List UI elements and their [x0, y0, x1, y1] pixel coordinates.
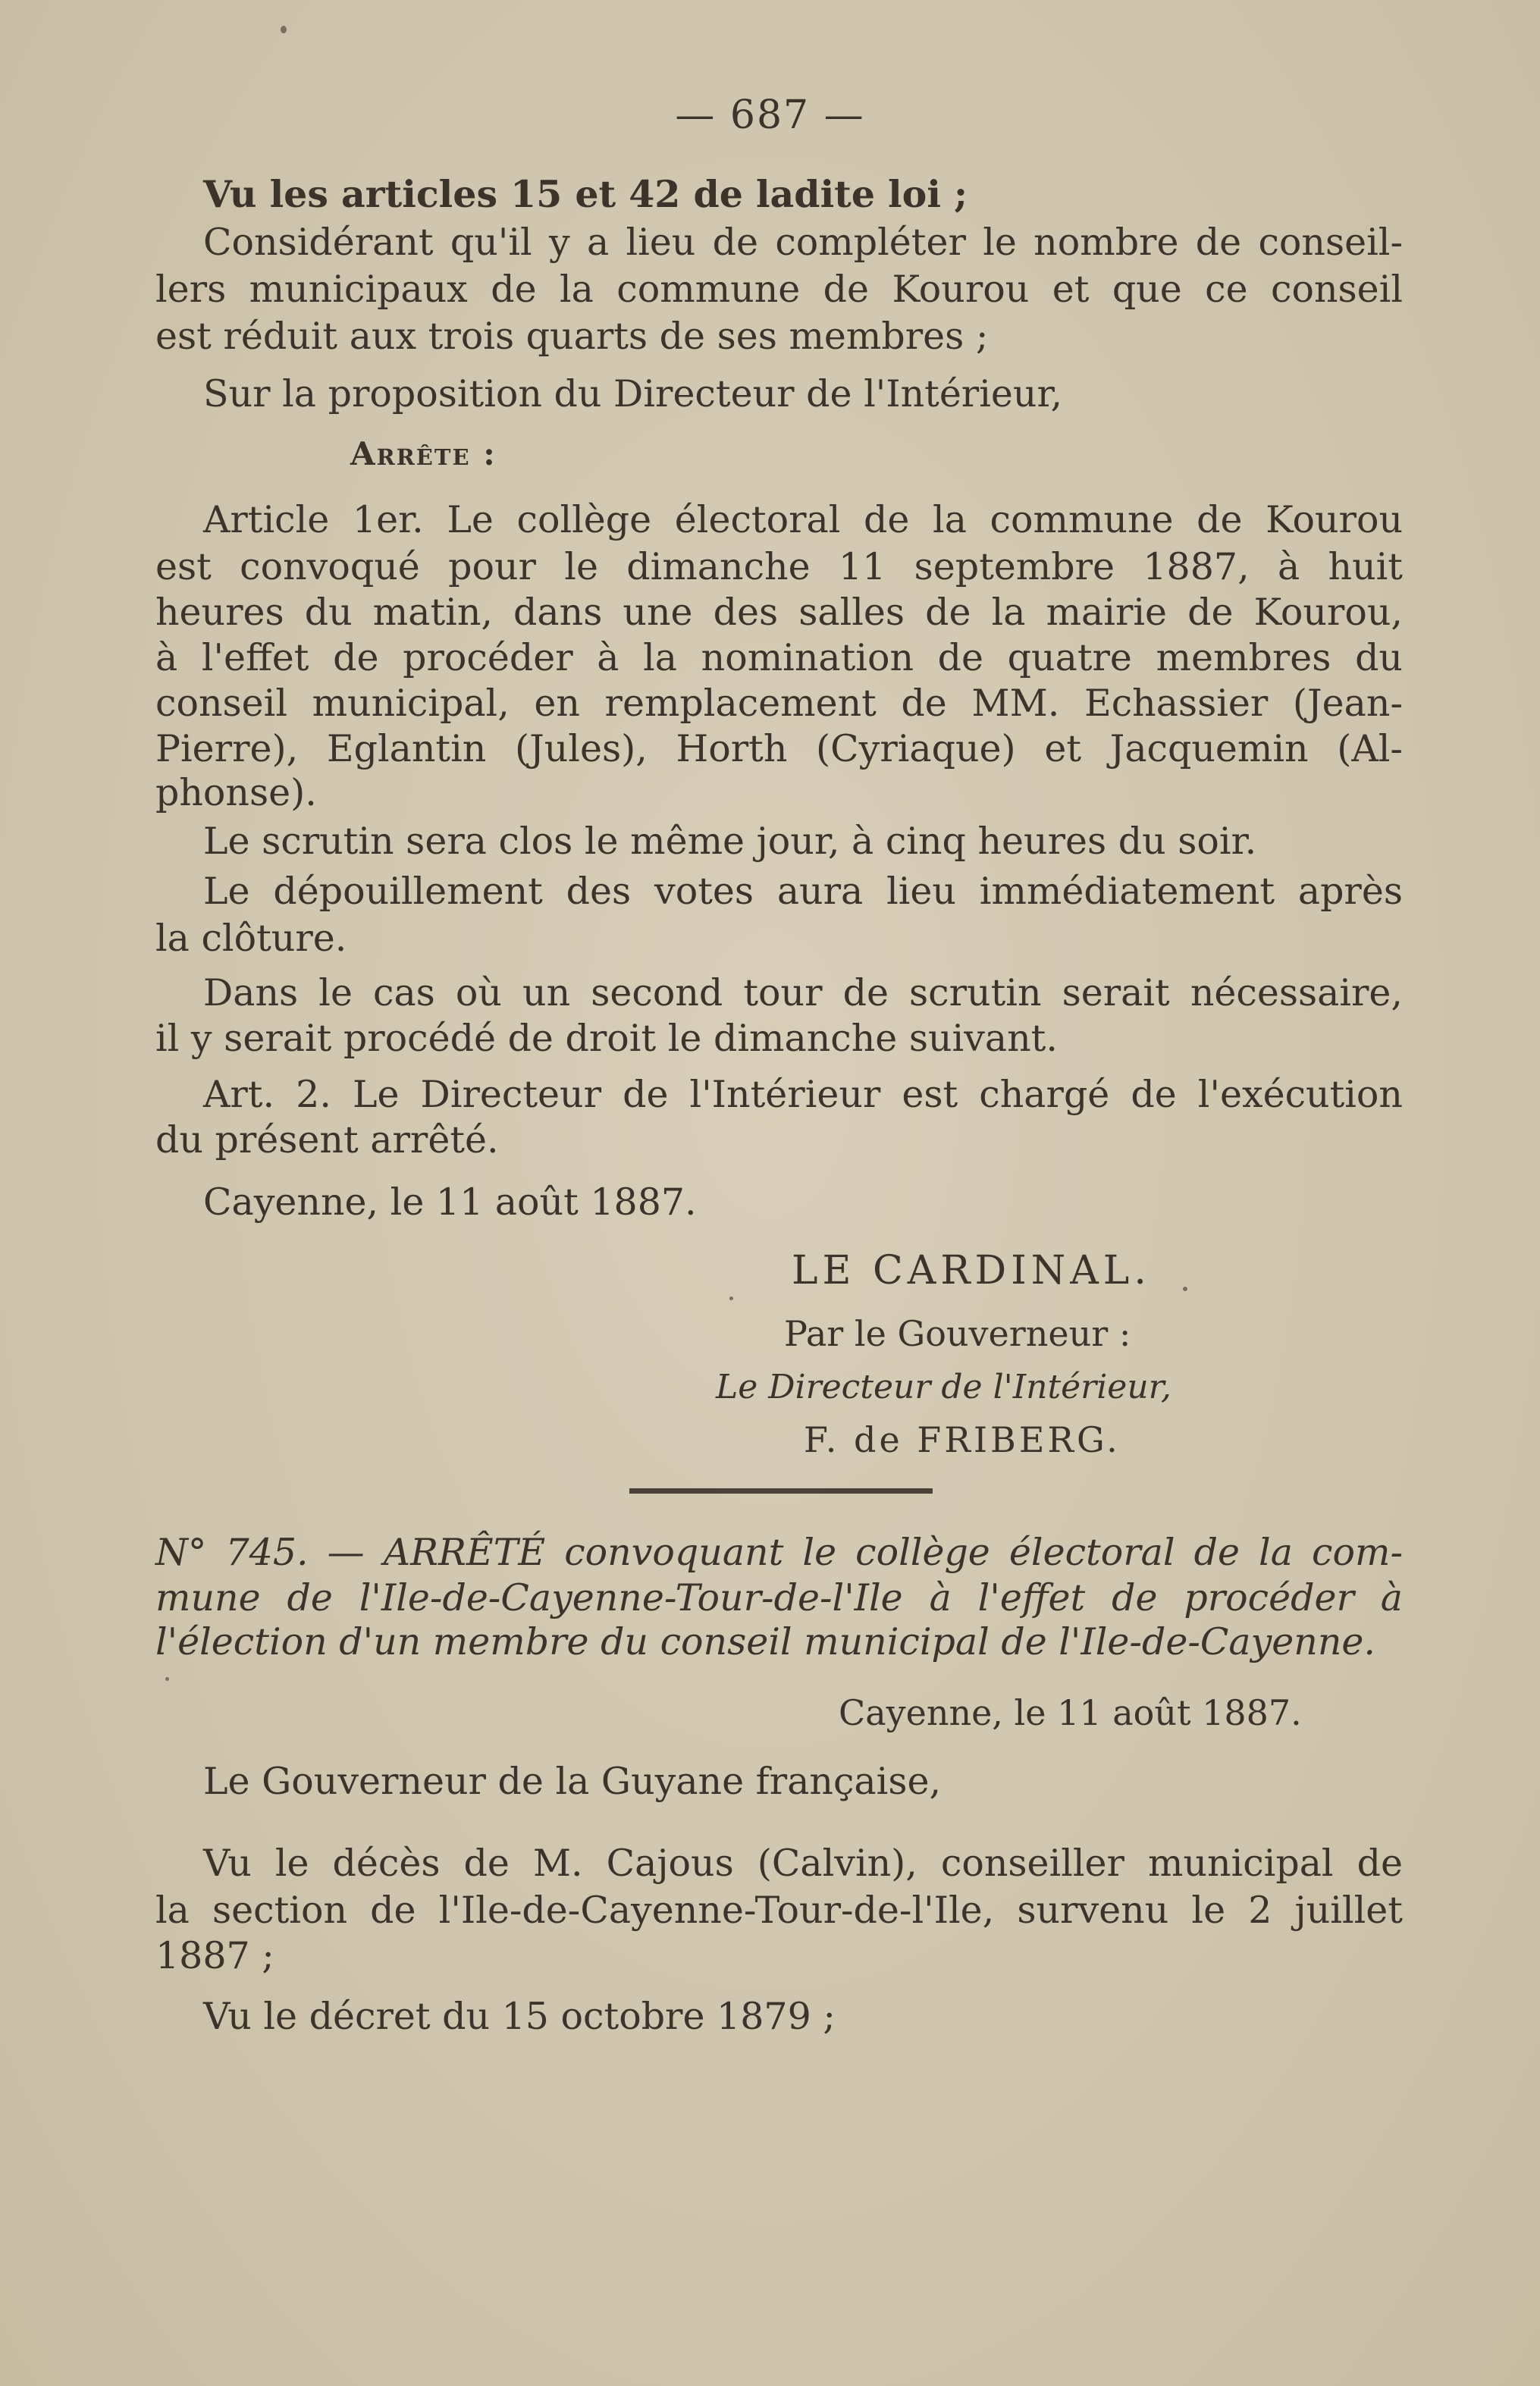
text-line: Le scrutin sera clos le même jour, à cinq heures du soir.	[203, 820, 1257, 863]
text-line: heures du matin, dans une des salles de la mairie de Kourou,	[155, 591, 1403, 634]
text-line: Dans le cas où un second tour de scrutin serait nécessaire,	[203, 971, 1403, 1014]
divider-rule	[629, 1488, 933, 1494]
text-line: est réduit aux trois quarts de ses membres ;	[155, 315, 989, 358]
text-line: du présent arrêté.	[155, 1118, 499, 1162]
arrete-heading: Arrête :	[350, 435, 497, 472]
decree-title-line: l'élection d'un membre du conseil municipal de l'Ile-de-Cayenne.	[155, 1620, 1375, 1663]
gouverneur-line: Le Gouverneur de la Guyane française,	[203, 1760, 942, 1803]
speck	[1183, 1287, 1187, 1291]
page-number: — 687 —	[675, 92, 865, 138]
text-line: Article 1er. Le collège électoral de la commune de Kourou	[203, 498, 1403, 541]
text-line: la section de l'Ile-de-Cayenne-Tour-de-l'Ile, survenu le 2 juillet	[155, 1889, 1403, 1932]
decree-title-line: mune de l'Ile-de-Cayenne-Tour-de-l'Ile à l'effet de procéder à	[155, 1576, 1403, 1619]
text-line: Vu le décès de M. Cajous (Calvin), conseiller municipal de	[203, 1842, 1403, 1885]
speck	[165, 1677, 169, 1681]
text-line: 1887 ;	[155, 1934, 274, 1977]
text-line: Art. 2. Le Directeur de l'Intérieur est chargé de l'exécution	[203, 1073, 1403, 1116]
text-line: Considérant qu'il y a lieu de compléter le nombre de conseil-	[203, 221, 1403, 264]
text-line: est convoqué pour le dimanche 11 septembre 1887, à huit	[155, 545, 1403, 588]
signature-name: LE CARDINAL.	[792, 1248, 1151, 1293]
text-line: Vu le décret du 15 octobre 1879 ;	[203, 1995, 836, 2038]
signature-signer: F. de FRIBERG.	[804, 1419, 1121, 1460]
text-line: conseil municipal, en remplacement de MM. Echassier (Jean-	[155, 682, 1403, 725]
text-line: Vu les articles 15 et 42 de ladite loi ;	[203, 172, 968, 216]
speck	[729, 1296, 733, 1300]
speck	[281, 26, 287, 33]
text-line: à l'effet de procéder à la nomination de quatre membres du	[155, 636, 1403, 679]
text-line: la clôture.	[155, 917, 347, 960]
signature-par: Par le Gouverneur :	[784, 1313, 1131, 1354]
decree-date: Cayenne, le 11 août 1887.	[839, 1692, 1302, 1733]
text-line: lers municipaux de la commune de Kourou et que ce conseil	[155, 268, 1403, 311]
date-line: Cayenne, le 11 août 1887.	[203, 1180, 697, 1224]
text-line: Sur la proposition du Directeur de l'Intérieur,	[203, 372, 1063, 415]
text-line: Pierre), Eglantin (Jules), Horth (Cyriaque) et Jacquemin (Al-	[155, 727, 1403, 770]
text-line: Le dépouillement des votes aura lieu immédiatement après	[203, 870, 1403, 913]
text-line: il y serait procédé de droit le dimanche suivant.	[155, 1017, 1058, 1060]
decree-title-line: N° 745. — ARRÊTÉ convoquant le collège électoral de la com-	[155, 1531, 1403, 1574]
text-line: phonse).	[155, 771, 317, 814]
signature-title: Le Directeur de l'Intérieur,	[716, 1368, 1171, 1406]
